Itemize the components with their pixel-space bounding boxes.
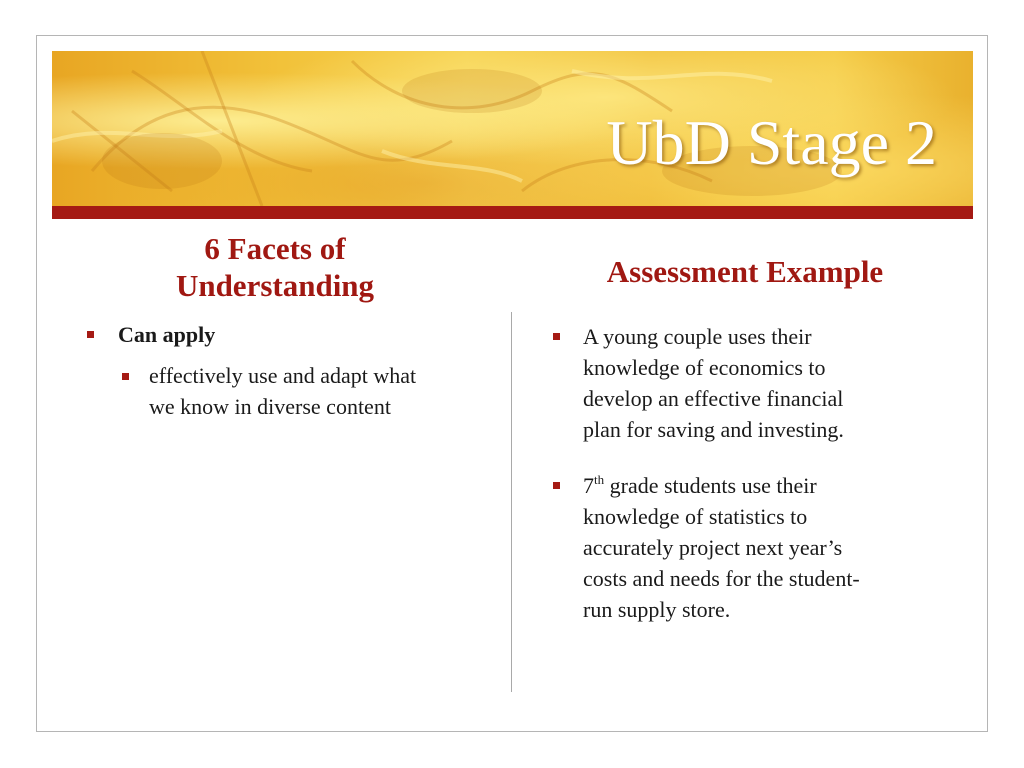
title-rule	[52, 206, 973, 219]
right-column-heading: Assessment Example	[606, 254, 884, 289]
bullet-line-2: knowledge of economics to	[583, 355, 826, 380]
bullet-line-4: costs and needs for the student-	[583, 566, 860, 591]
title-banner	[52, 51, 973, 206]
sub-bullet-line-1: effectively use and adapt what	[149, 363, 417, 388]
bullet-line-2: knowledge of statistics to	[583, 504, 808, 529]
left-heading-line-2: Understanding	[175, 268, 375, 303]
sub-bullet-square-icon	[122, 373, 129, 380]
bullet-text: Can apply	[118, 322, 216, 347]
bullet-line-1-rest: grade students use their	[604, 473, 817, 498]
bullet-square-icon	[87, 331, 94, 338]
bullet-line-5: run supply store.	[583, 597, 731, 622]
bullet-line-3: accurately project next year’s	[583, 535, 843, 560]
bullet-square-icon	[553, 482, 560, 489]
sub-bullet-line-2: we know in diverse content	[149, 394, 391, 419]
ordinal-suffix: th	[594, 471, 605, 487]
left-heading-line-1: 6 Facets of	[204, 231, 346, 266]
grade-number: 7	[583, 473, 594, 498]
bullet-line-1	[583, 470, 817, 501]
column-divider	[511, 312, 512, 692]
bullet-line-4: plan for saving and investing.	[583, 417, 844, 442]
bullet-line-3: develop an effective financial	[583, 386, 844, 411]
bullet-square-icon	[553, 333, 560, 340]
slide-title: UbD Stage 2	[606, 107, 937, 178]
left-column-heading	[110, 230, 440, 304]
bullet-line-1: A young couple uses their	[583, 324, 812, 349]
